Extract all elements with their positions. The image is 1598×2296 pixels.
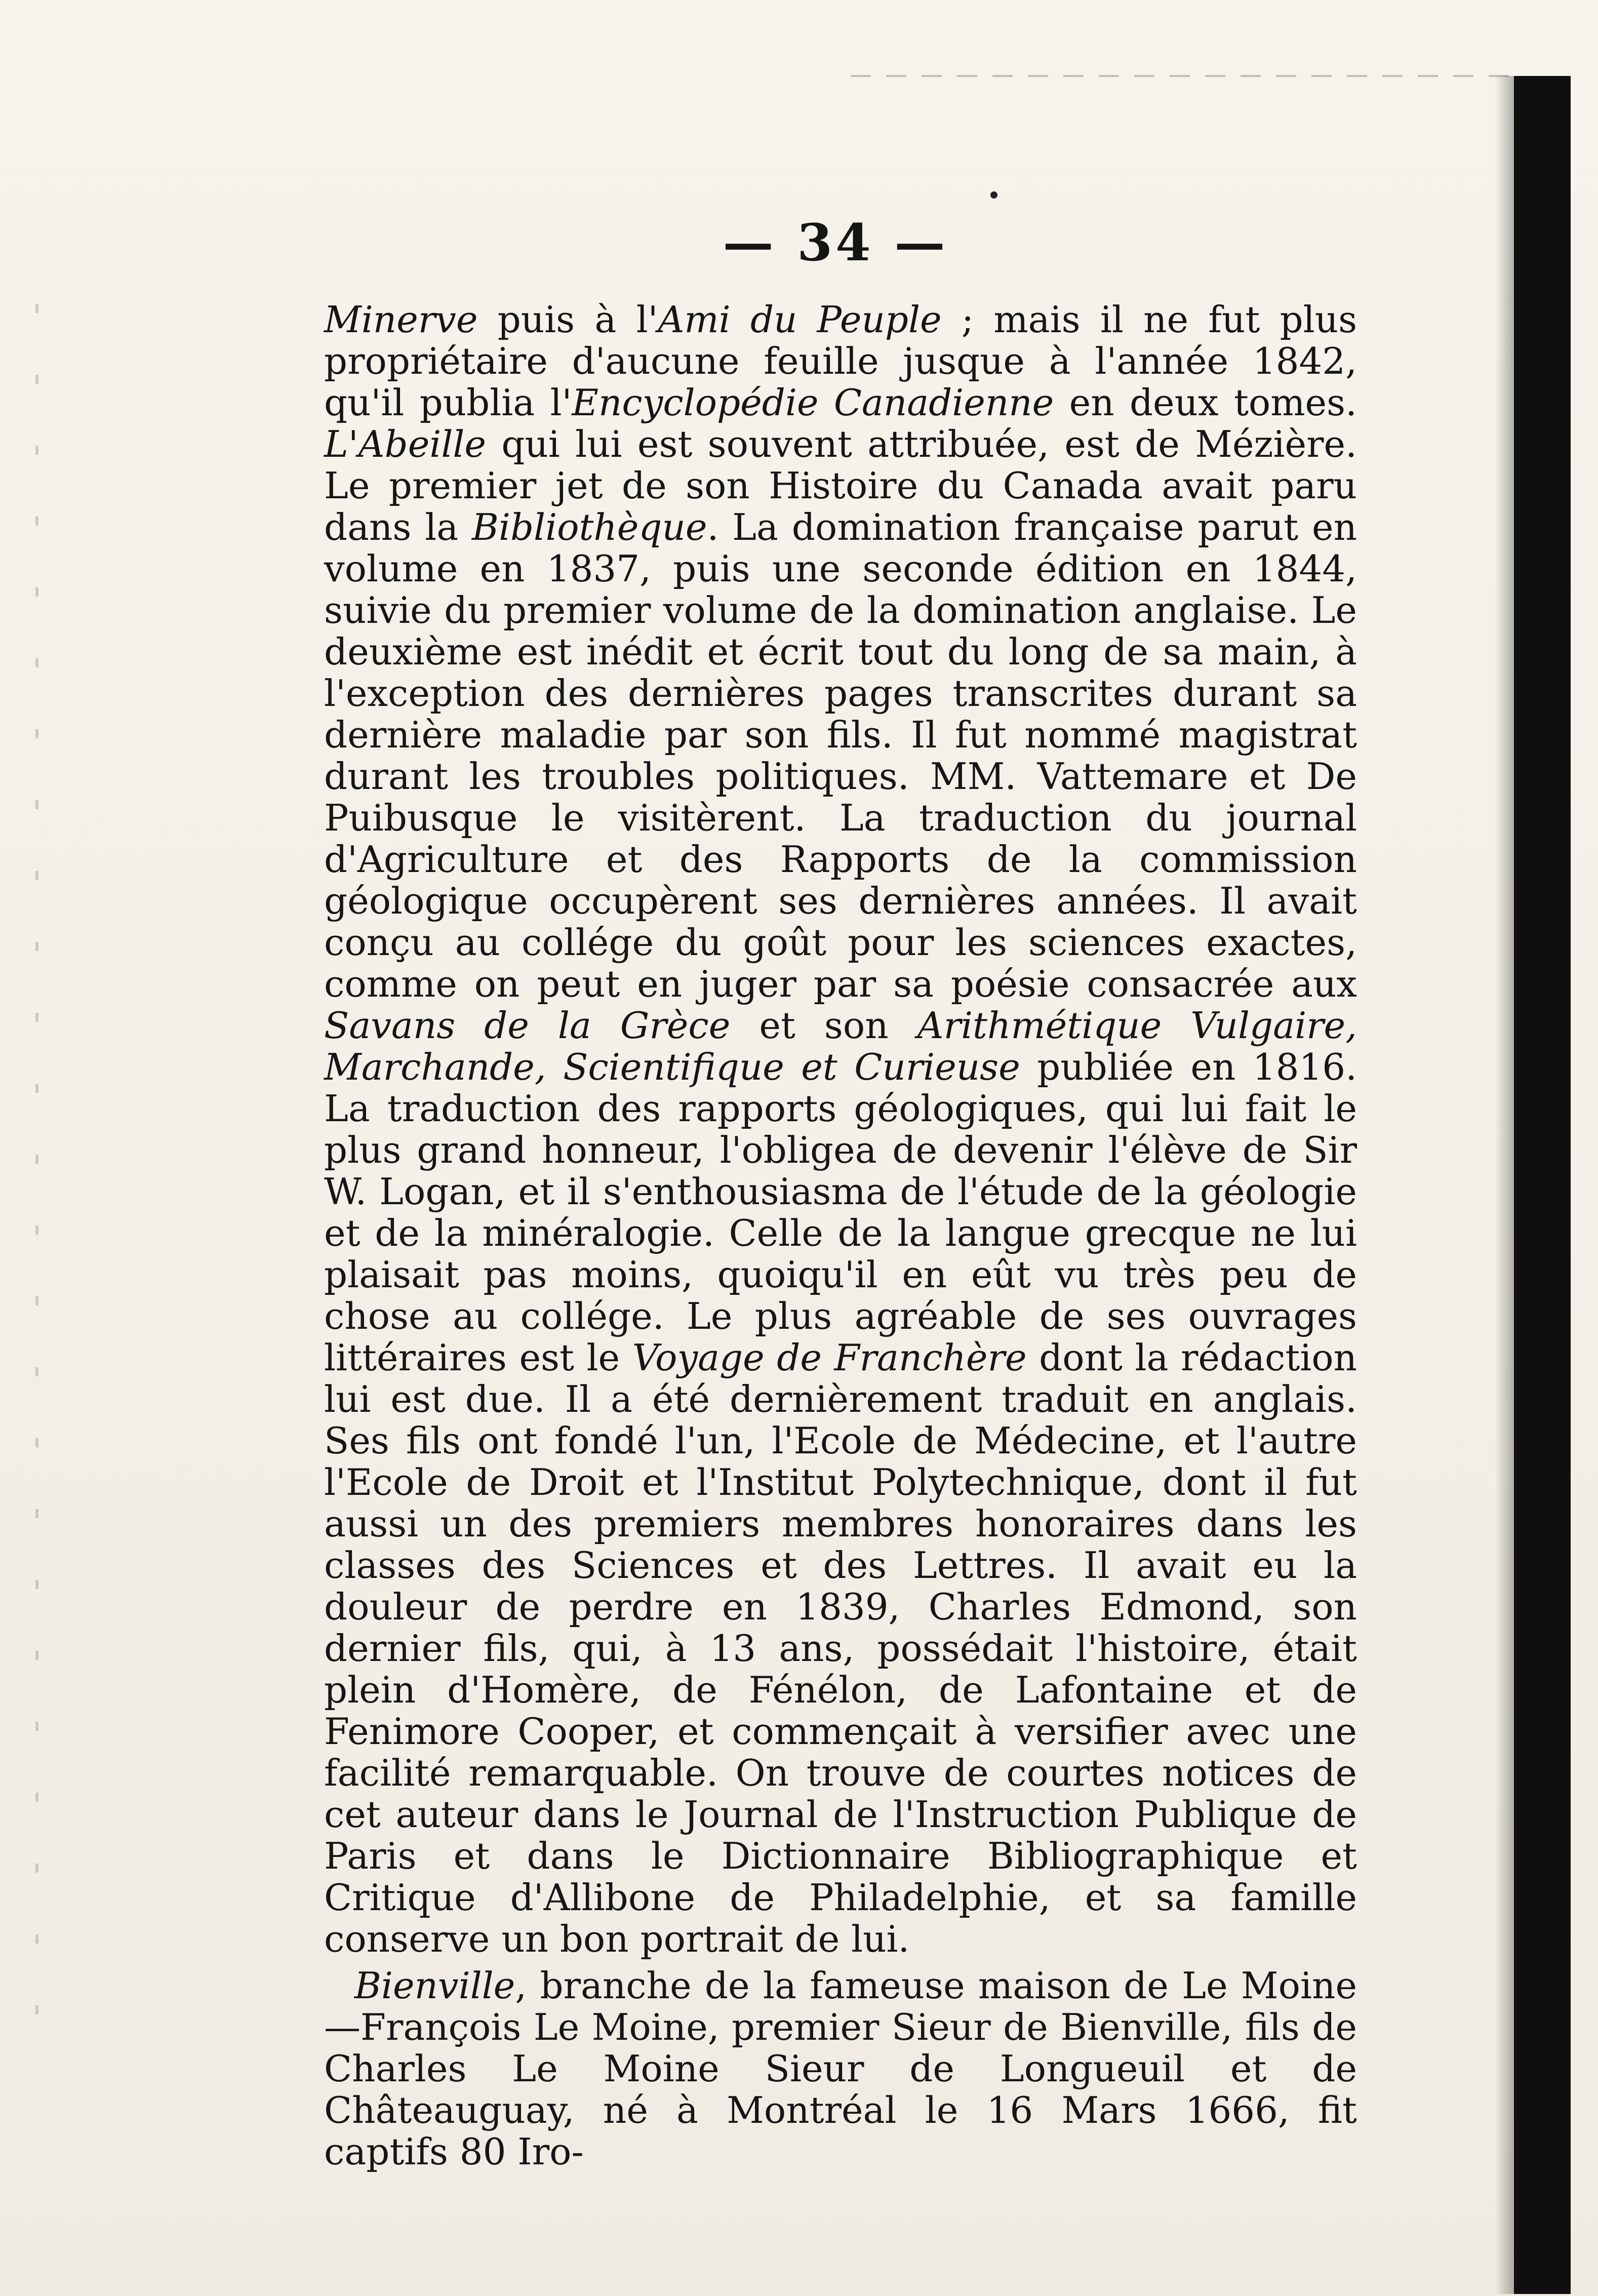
italic-title-text: Bibliothèque xyxy=(472,506,707,548)
text-run: , branche de la fameuse maison de Le Moine —François Le Moine, premier Sieur de Bienville, fils de Charles Le Moine Sieur de Longueuil et de Châteauguay, né à Montréal le 16 Mars 1666, fit captifs 80 Iro- xyxy=(324,1964,1357,2173)
italic-title-text: Arithmétique Vulgaire, Marchande, Scientifique et Curieuse xyxy=(324,1004,1357,1088)
book-binding-edge xyxy=(1514,76,1571,2294)
text-run: et son xyxy=(730,1004,917,1047)
paragraph xyxy=(324,1965,1357,2172)
italic-title-text: Bienville xyxy=(354,1964,515,2007)
text-run: . La domination française parut en volume en 1837, puis une seconde édition en 1844, suivie du premier volume de la domination anglaise. Le deuxième est inédit et écrit tout du long de sa main, à l'exception des dernières pages transcrites durant sa dernière maladie par son fils. Il fut nommé magistrat durant les troubles politiques. MM. Vattemare et De Puibusque le visitèrent. La traduction du journal d'Agriculture et des Rapports de la commission géologique occupèrent ses dernières années. Il avait conçu au collége du goût pour les sciences exactes, comme on peut en juger par sa poésie consacrée aux xyxy=(324,506,1357,1005)
italic-title-text: Minerve xyxy=(324,298,478,341)
text-run: puis à l' xyxy=(477,298,658,341)
binding-shadow xyxy=(1495,76,1514,2294)
text-run: qui lui est souvent attribuée, est de Mézière. Le premier jet de son Histoire du Canada avait paru dans la xyxy=(324,423,1357,548)
text-run: ; mais il ne fut plus propriétaire d'aucune feuille jusque à l'année 1842, qu'il publia l' xyxy=(324,298,1357,424)
page-number: — 34 — xyxy=(723,213,948,272)
text-run: publiée en 1816. La traduction des rapports géologiques, qui lui fait le plus grand honneur, l'obligea de devenir l'élève de Sir W. Logan, et il s'enthousiasma de l'étude de la géologie et de la minéralogie. Celle de la langue grecque ne lui plaisait pas moins, quoiqu'il en eût vu très peu de chose au collége. Le plus agréable de ses ouvrages littéraires est le xyxy=(324,1046,1357,1379)
italic-title-text: Voyage de Franchère xyxy=(632,1336,1027,1379)
paragraph xyxy=(324,299,1357,1960)
ink-speck xyxy=(990,191,997,199)
text-run: dont la rédaction lui est due. Il a été dernièrement traduit en anglais. Ses fils ont fondé l'un, l'Ecole de Médecine, et l'autre l'Ecole de Droit et l'Institut Polytechnique, dont il fut aussi un des premiers membres honoraires dans les classes des Sciences et des Lettres. Il avait eu la douleur de perdre en 1839, Charles Edmond, son dernier fils, qui, à 13 ans, possédait l'histoire, était plein d'Homère, de Fénélon, de Lafontaine et de Fenimore Cooper, et commençait à versifier avec une facilité remarquable. On trouve de courtes notices de cet auteur dans le Journal de l'Instruction Publique de Paris et dans le Dictionnaire Bibliographique et Critique d'Allibone de Philadelphie, et sa famille conserve un bon portrait de lui. xyxy=(324,1336,1357,1960)
top-edge-rule xyxy=(851,75,1519,77)
italic-title-text: Savans de la Grèce xyxy=(324,1004,731,1047)
italic-title-text: Ami du Peuple xyxy=(658,298,942,341)
text-run: en deux tomes. xyxy=(1054,381,1357,424)
body-text xyxy=(324,299,1357,2172)
italic-title-text: L'Abeille xyxy=(324,423,486,465)
left-margin-marks xyxy=(35,304,38,2026)
italic-title-text: Encyclopédie Canadienne xyxy=(572,381,1054,424)
